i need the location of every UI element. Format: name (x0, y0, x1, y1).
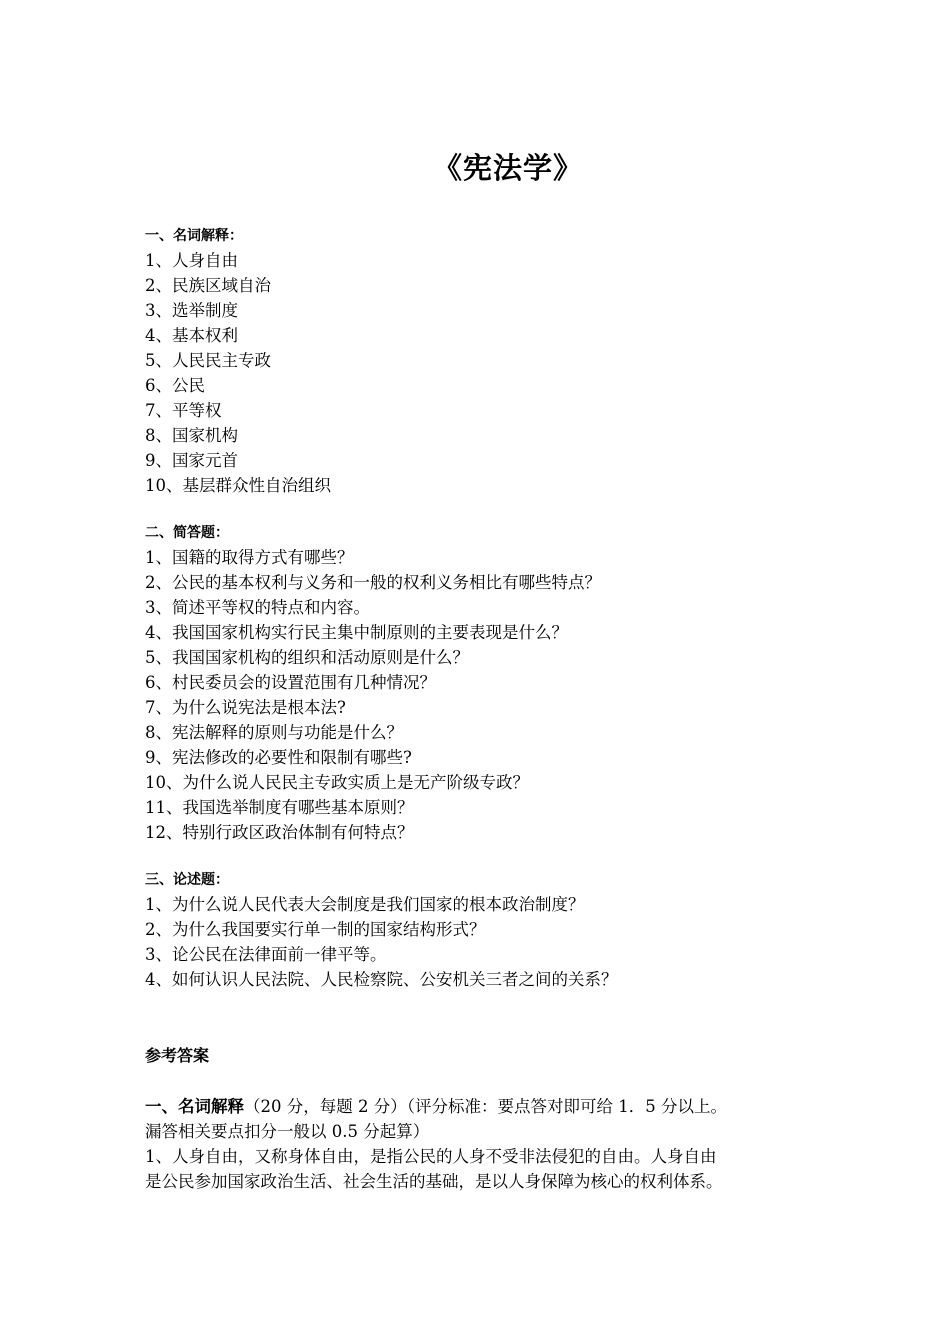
list-item: 3、简述平等权的特点和内容。 (145, 598, 370, 617)
list-item: 7、平等权 (145, 401, 222, 420)
section-heading: 一、名词解释： (145, 228, 243, 244)
list-item: 5、我国国家机构的组织和活动原则是什么？ (145, 648, 469, 667)
list-item: 2、公民的基本权利与义务和一般的权利义务相比有哪些特点？ (145, 573, 601, 592)
section-heading: 二、简答题： (145, 525, 229, 541)
document-title: 《宪法学》 (432, 151, 583, 185)
answer-criteria-line (145, 1094, 817, 1119)
list-item: 1、国籍的取得方式有哪些？ (145, 548, 354, 567)
list-item: 10、为什么说人民民主专政实质上是无产阶级专政？ (145, 773, 529, 792)
answer-paragraph-line: 是公民参加国家政治生活、社会生活的基础，是以人身保障为核心的权利体系。 (145, 1172, 723, 1191)
list-item: 12、特别行政区政治体制有何特点？ (145, 823, 414, 842)
list-item: 1、为什么说人民代表大会制度是我们国家的根本政治制度？ (145, 895, 585, 914)
answer-section-heading: 一、名词解释 (145, 1097, 244, 1116)
section-essay (145, 870, 825, 992)
list-item: 5、人民民主专政 (145, 351, 271, 370)
list-item: 6、公民 (145, 376, 205, 395)
list-item: 9、宪法修改的必要性和限制有哪些? (145, 748, 412, 767)
answer-criteria-text: （20 分，每题 2 分）（评分标准：要点答对即可给 1．5 分以上。 (244, 1097, 727, 1116)
answers-section-term-definitions (145, 1094, 817, 1194)
section-term-definitions (145, 226, 825, 498)
list-item: 2、民族区域自治 (145, 276, 271, 295)
list-item: 7、为什么说宪法是根本法? (145, 698, 346, 717)
list-item: 3、论公民在法律面前一律平等。 (145, 945, 387, 964)
section-heading: 三、论述题： (145, 872, 229, 888)
answer-paragraph-line: 1、人身自由，又称身体自由，是指公民的人身不受非法侵犯的自由。人身自由 (145, 1147, 717, 1166)
list-item: 4、如何认识人民法院、人民检察院、公安机关三者之间的关系？ (145, 970, 618, 989)
list-item: 10、基层群众性自治组织 (145, 476, 331, 495)
list-item: 3、选举制度 (145, 301, 238, 320)
list-item: 8、国家机构 (145, 426, 238, 445)
answer-criteria-line: 漏答相关要点扣分一般以 0.5 分起算） (145, 1122, 430, 1141)
list-item: 11、我国选举制度有哪些基本原则？ (145, 798, 414, 817)
list-item: 4、我国国家机构实行民主集中制原则的主要表现是什么？ (145, 623, 568, 642)
answers-title: 参考答案 (145, 1046, 210, 1065)
list-item: 8、宪法解释的原则与功能是什么？ (145, 723, 403, 742)
list-item: 1、人身自由 (145, 251, 238, 270)
list-item: 2、为什么我国要实行单一制的国家结构形式？ (145, 920, 486, 939)
section-short-answer (145, 523, 825, 845)
list-item: 9、国家元首 (145, 451, 238, 470)
list-item: 4、基本权利 (145, 326, 238, 345)
list-item: 6、村民委员会的设置范围有几种情况？ (145, 673, 436, 692)
